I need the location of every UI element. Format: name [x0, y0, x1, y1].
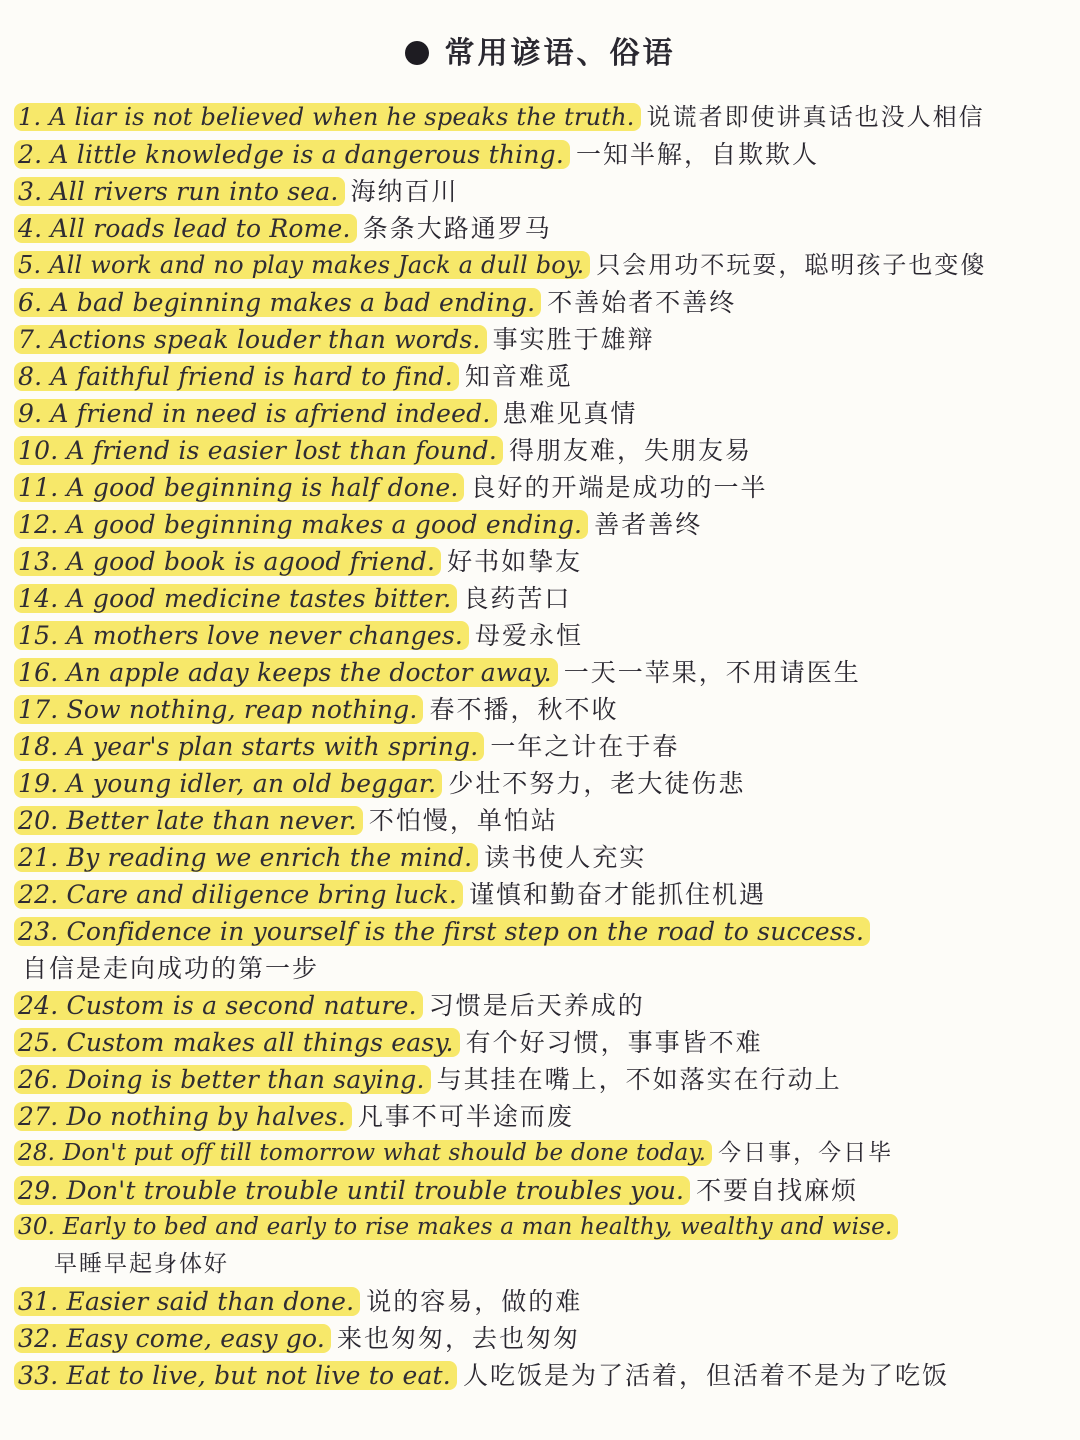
- proverb-chinese: 善者善终: [594, 510, 703, 539]
- proverb-english: 22. Care and diligence bring luck.: [14, 880, 463, 909]
- proverb-chinese: 早睡早起身体好: [54, 1251, 229, 1277]
- proverb-english: 3. All rivers run into sea.: [14, 177, 345, 206]
- proverb-entry-25: [14, 1024, 1064, 1061]
- proverb-entry-28: [14, 1135, 1064, 1172]
- proverb-english: 11. A good beginning is half done.: [14, 473, 464, 502]
- proverb-chinese: 凡事不可半途而废: [357, 1102, 574, 1131]
- proverb-english: 9. A friend in need is afriend indeed.: [14, 399, 497, 428]
- proverb-chinese: 良好的开端是成功的一半: [470, 473, 768, 502]
- proverb-english: 20. Better late than never.: [14, 806, 363, 835]
- proverb-chinese: 春不播，秋不收: [429, 695, 619, 724]
- proverb-entry-3: [14, 173, 1064, 210]
- proverb-english: 30. Early to bed and early to rise makes a man healthy, wealthy and wise.: [14, 1214, 898, 1240]
- proverb-list: [14, 99, 1064, 1394]
- proverb-chinese: 不要自找麻烦: [696, 1176, 859, 1205]
- proverb-english: 31. Easier said than done.: [14, 1287, 360, 1316]
- proverb-entry-15: [14, 617, 1064, 654]
- proverb-english: 13. A good book is agood friend.: [14, 547, 441, 576]
- proverb-entry-6: [14, 284, 1064, 321]
- proverb-english: 21. By reading we enrich the mind.: [14, 843, 478, 872]
- proverb-entry-13: [14, 543, 1064, 580]
- proverb-english: 14. A good medicine tastes bitter.: [14, 584, 457, 613]
- page-title: [0, 28, 1080, 72]
- proverb-english: 2. A little knowledge is a dangerous thing.: [14, 140, 570, 169]
- proverb-entry-14: [14, 580, 1064, 617]
- proverb-entry-11: [14, 469, 1064, 506]
- proverb-entry-20: [14, 802, 1064, 839]
- proverb-english: 33. Eat to live, but not live to eat.: [14, 1361, 457, 1390]
- proverb-chinese: 谨慎和勤奋才能抓住机遇: [469, 880, 767, 909]
- proverb-chinese: 一知半解，自欺欺人: [575, 140, 819, 169]
- proverb-chinese: 条条大路通罗马: [362, 214, 552, 243]
- proverb-english: 19. A young idler, an old beggar.: [14, 769, 442, 798]
- proverb-chinese: 有个好习惯，事事皆不难: [465, 1028, 763, 1057]
- proverb-entry-21: [14, 839, 1064, 876]
- proverb-entry-5: [14, 247, 1064, 284]
- proverb-entry-12: [14, 506, 1064, 543]
- proverb-chinese: 习惯是后天养成的: [428, 991, 645, 1020]
- proverb-chinese: 来也匆匆，去也匆匆: [336, 1324, 580, 1353]
- proverb-chinese: 一天一苹果，不用请医生: [563, 658, 861, 687]
- proverb-entry-8: [14, 358, 1064, 395]
- proverb-english: 17. Sow nothing, reap nothing.: [14, 695, 423, 724]
- proverb-english: 24. Custom is a second nature.: [14, 991, 423, 1020]
- proverb-entry-16: [14, 654, 1064, 691]
- proverb-english: 26. Doing is better than saying.: [14, 1065, 431, 1094]
- proverb-entry-18: [14, 728, 1064, 765]
- proverb-entry-32: [14, 1320, 1064, 1357]
- proverb-english: 27. Do nothing by halves.: [14, 1102, 352, 1131]
- proverb-entry-31: [14, 1283, 1064, 1320]
- proverb-chinese: 读书使人充实: [484, 843, 647, 872]
- proverb-entry-9: [14, 395, 1064, 432]
- proverb-english: 29. Don't trouble trouble until trouble troubles you.: [14, 1176, 690, 1205]
- proverb-entry-23: [14, 913, 1064, 987]
- proverb-chinese: 事实胜于雄辩: [492, 325, 655, 354]
- proverb-english: 28. Don't put off till tomorrow what should be done today.: [14, 1140, 712, 1166]
- proverb-english: 15. A mothers love never changes.: [14, 621, 469, 650]
- proverb-entry-17: [14, 691, 1064, 728]
- proverb-chinese: 只会用功不玩耍，聪明孩子也变傻: [596, 251, 987, 279]
- proverb-english: 5. All work and no play makes Jack a dull boy.: [14, 251, 590, 279]
- proverb-english: 1. A liar is not believed when he speaks the truth.: [14, 103, 641, 131]
- proverb-chinese: 患难见真情: [502, 399, 638, 428]
- proverb-entry-10: [14, 432, 1064, 469]
- proverb-chinese: 好书如挚友: [447, 547, 583, 576]
- proverb-entry-33: [14, 1357, 1064, 1394]
- proverb-english: 4. All roads lead to Rome.: [14, 214, 357, 243]
- proverb-english: 12. A good beginning makes a good ending.: [14, 510, 588, 539]
- proverb-english: 25. Custom makes all things easy.: [14, 1028, 460, 1057]
- proverb-entry-30: [14, 1209, 1064, 1283]
- proverb-chinese: 今日事，今日毕: [718, 1140, 894, 1166]
- proverb-entry-4: [14, 210, 1064, 247]
- proverb-entry-22: [14, 876, 1064, 913]
- proverb-entry-26: [14, 1061, 1064, 1098]
- proverb-english: 23. Confidence in yourself is the first step on the road to success.: [14, 917, 870, 946]
- proverb-chinese: 自信是走向成功的第一步: [22, 954, 320, 983]
- proverb-english: 10. A friend is easier lost than found.: [14, 436, 503, 465]
- proverb-english: 8. A faithful friend is hard to find.: [14, 362, 459, 391]
- proverb-entry-7: [14, 321, 1064, 358]
- proverb-chinese: 说的容易，做的难: [366, 1287, 583, 1316]
- proverb-entry-19: [14, 765, 1064, 802]
- proverb-english: 32. Easy come, easy go.: [14, 1324, 331, 1353]
- proverb-english: 16. An apple aday keeps the doctor away.: [14, 658, 558, 687]
- proverb-chinese: 少壮不努力，老大徒伤悲: [448, 769, 746, 798]
- proverb-chinese: 人吃饭是为了活着，但活着不是为了吃饭: [462, 1361, 949, 1390]
- proverb-chinese: 知音难觅: [464, 362, 573, 391]
- proverb-entry-27: [14, 1098, 1064, 1135]
- proverb-entry-1: [14, 99, 1064, 136]
- proverb-chinese: 一年之计在于春: [490, 732, 680, 761]
- proverb-chinese: 不怕慢，单怕站: [368, 806, 558, 835]
- bullet-dot-icon: [405, 41, 429, 65]
- proverb-entry-2: [14, 136, 1064, 173]
- proverb-entry-29: [14, 1172, 1064, 1209]
- proverb-chinese: 母爱永恒: [475, 621, 584, 650]
- proverb-entry-24: [14, 987, 1064, 1024]
- page-title-text: 常用谚语、俗语: [444, 36, 676, 71]
- proverb-chinese: 说谎者即使讲真话也没人相信: [646, 103, 985, 131]
- proverb-english: 18. A year's plan starts with spring.: [14, 732, 484, 761]
- proverb-chinese: 良药苦口: [463, 584, 572, 613]
- proverb-chinese: 海纳百川: [350, 177, 459, 206]
- proverb-english: 6. A bad beginning makes a bad ending.: [14, 288, 541, 317]
- proverb-chinese: 不善始者不善终: [547, 288, 737, 317]
- proverb-chinese: 得朋友难，失朋友易: [508, 436, 752, 465]
- proverb-english: 7. Actions speak louder than words.: [14, 325, 487, 354]
- proverb-chinese: 与其挂在嘴上，不如落实在行动上: [436, 1065, 842, 1094]
